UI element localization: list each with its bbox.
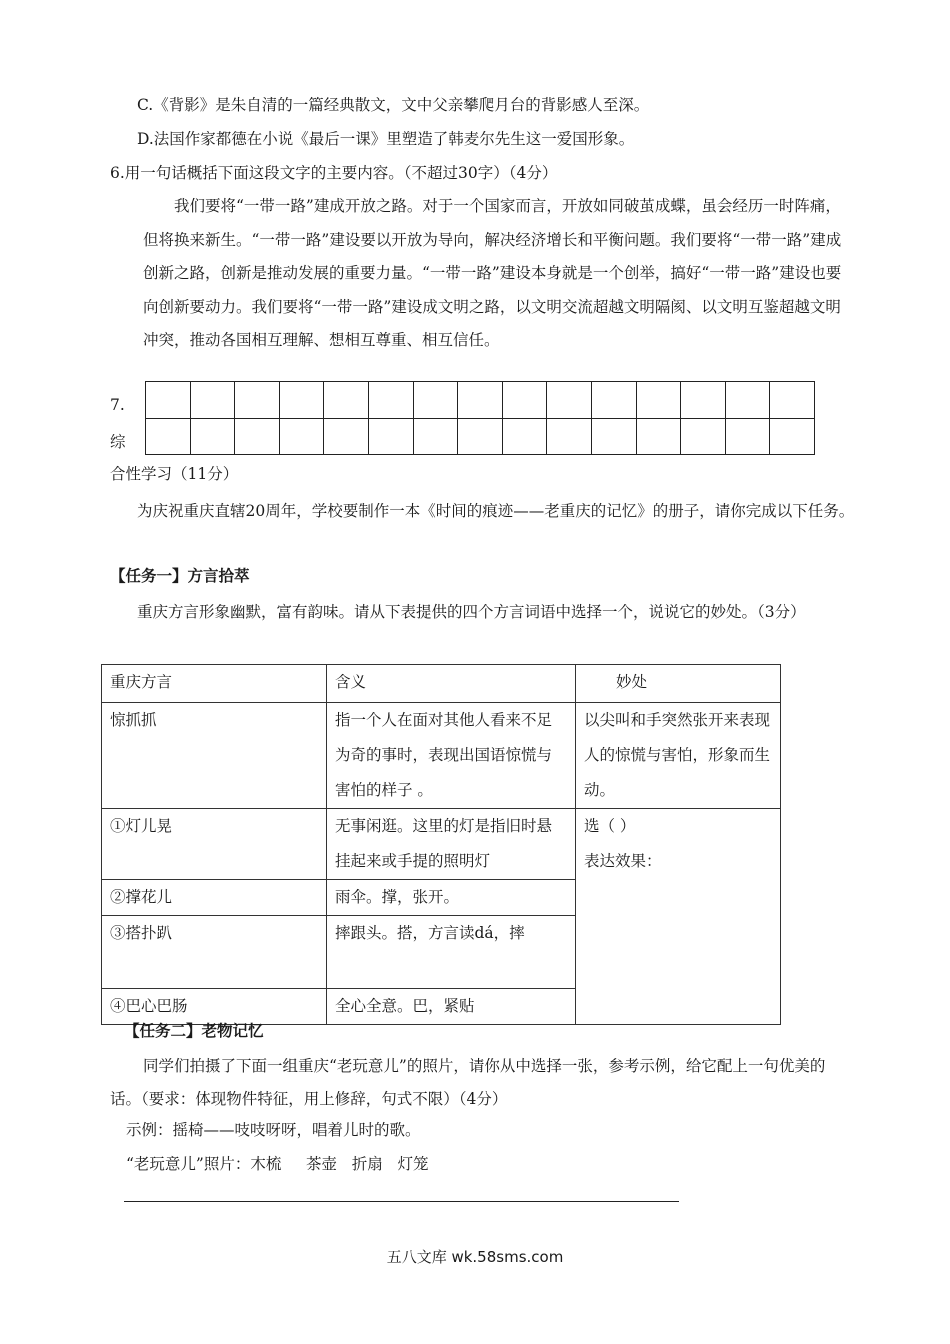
task1-prompt: 重庆方言形象幽默，富有韵味。请从下表提供的四个方言词语中选择一个，说说它的妙处。（3分） xyxy=(137,603,806,621)
task2-photos: “老玩意儿”照片：木梳 茶壶 折扇 灯笼 xyxy=(126,1155,429,1173)
dialect-row-3-word: ③搭扑趴 xyxy=(102,916,327,989)
question-7-char: 综 xyxy=(110,433,126,451)
task2-heading: 【任务二】老物记忆 xyxy=(124,1021,264,1040)
footer-watermark: 五八文库 wk.58sms.com xyxy=(386,1248,564,1266)
task2-example: 示例：摇椅——吱吱呀呀，唱着儿时的歌。 xyxy=(126,1121,421,1139)
question-6-prompt: 6.用一句话概括下面这段文字的主要内容。（不超过30字）（4分） xyxy=(110,164,558,182)
question-7-number: 7. xyxy=(110,396,125,414)
example-word: 惊抓抓 xyxy=(102,703,327,809)
dialect-row-2-meaning: 雨伞。撑，张开。 xyxy=(327,880,576,916)
dialect-row-1-meaning: 无事闲逛。这里的灯是指旧时悬挂起来或手提的照明灯 xyxy=(327,809,576,880)
dialect-row-3-meaning: 摔跟头。搭，方言读dá，摔 xyxy=(327,916,576,989)
header-effect: 妙处 xyxy=(576,665,781,703)
question-6-passage: 我们要将“一带一路”建成开放之路。对于一个国家而言，开放如同破茧成蝶，虽会经历一时阵痛，但将换来新生。“一带一路”建设要以开放为导向，解决经济增长和平衡问题。我们要将“一带一路”建成创新之路，创新是推动发展的重要力量。“一带一路”建设本身就是一个创举，搞好“一带一路”建设也要向创新要动力。我们要将“一带一路”建设成文明之路，以文明交流超越文明隔阂、以文明互鉴超越文明冲突，推动各国相互理解、想相互尊重、相互信任。 xyxy=(143,197,842,349)
dialect-row-4-word: ④巴心巴肠 xyxy=(102,989,327,1025)
dialect-row-4-meaning: 全心全意。巴，紧贴 xyxy=(327,989,576,1025)
example-meaning: 指一个人在面对其他人看来不足为奇的事时，表现出国语惊慌与害怕的样子 。 xyxy=(327,703,576,809)
effect-label: 表达效果： xyxy=(584,852,662,870)
task2-prompt: 同学们拍摄了下面一组重庆“老玩意儿”的照片，请你从中选择一张，参考示例，给它配上一句优美的话。（要求：体现物件特征，用上修辞，句式不限）（4分） xyxy=(110,1057,826,1108)
question-7-intro: 为庆祝重庆直辖20周年，学校要制作一本《时间的痕迹——老重庆的记忆》的册子，请你完成以下任务。 xyxy=(137,502,855,520)
option-c: C.《背影》是朱自清的一篇经典散文，文中父亲攀爬月台的背影感人至深。 xyxy=(137,96,650,114)
answer-line[interactable] xyxy=(124,1201,679,1202)
option-d: D.法国作家都德在小说《最后一课》里塑造了韩麦尔先生这一爱国形象。 xyxy=(137,130,635,148)
header-meaning: 含义 xyxy=(327,665,576,703)
dialect-table xyxy=(101,664,781,1025)
dialect-row-1-word: ①灯儿晃 xyxy=(102,809,327,880)
example-effect: 以尖叫和手突然张开来表现人的惊慌与害怕，形象而生动。 xyxy=(576,703,781,809)
dialect-row-2-word: ②撑花儿 xyxy=(102,880,327,916)
task1-heading: 【任务一】方言拾萃 xyxy=(110,566,250,585)
answer-cell[interactable] xyxy=(576,809,781,1025)
choose-label: 选（ ） xyxy=(584,817,636,835)
header-dialect: 重庆方言 xyxy=(102,665,327,703)
question-7-title: 合性学习（11分） xyxy=(110,465,239,483)
answer-grid[interactable] xyxy=(145,381,815,455)
